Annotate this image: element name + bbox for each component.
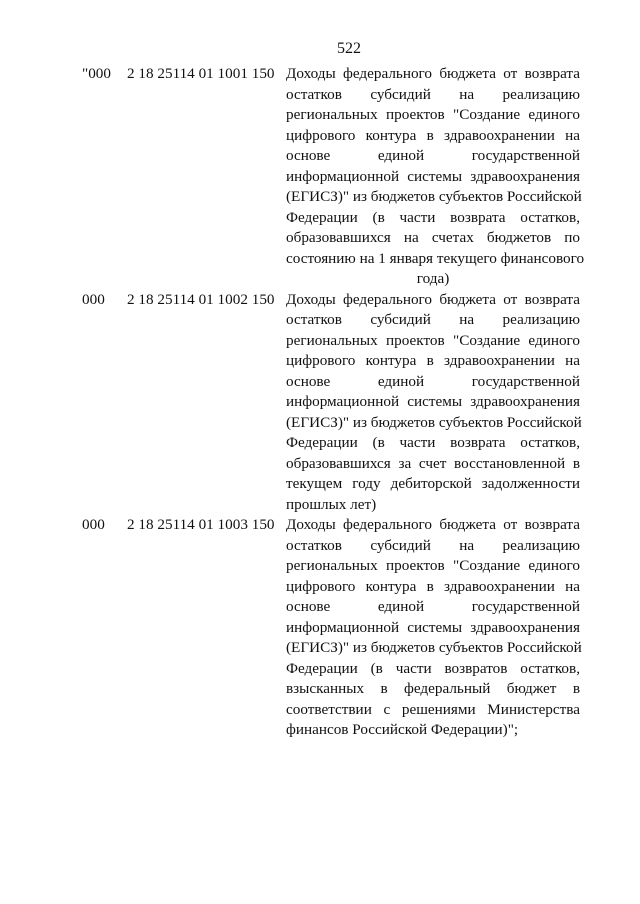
budget-classification-code: 2 18 25114 01 1001 150 bbox=[127, 65, 275, 82]
budget-code-list bbox=[82, 64, 585, 741]
description-line: взысканных в федеральный бюджет в bbox=[286, 680, 580, 697]
description-line: основе единой государственной bbox=[286, 147, 580, 164]
description-line: основе единой государственной bbox=[286, 598, 580, 615]
budget-classification-code: 2 18 25114 01 1003 150 bbox=[127, 516, 275, 533]
description-line: информационной системы здравоохранения bbox=[286, 618, 580, 636]
budget-entry-1 bbox=[82, 64, 585, 290]
description-line: информационной системы здравоохранения bbox=[286, 393, 580, 410]
description-line: (ЕГИСЗ)" из бюджетов субъектов Российской bbox=[286, 639, 582, 656]
description-line: соответствии с решениями Министерства bbox=[286, 700, 580, 718]
description-line: Федерации (в части возвратов остатков, bbox=[286, 659, 580, 677]
description-line: финансов Российской Федерации)"; bbox=[286, 721, 519, 738]
description-line: Доходы федерального бюджета от возврата bbox=[286, 65, 580, 82]
description-line: Доходы федерального бюджета от возврата bbox=[286, 516, 580, 533]
description-line: цифрового контура в здравоохранении на bbox=[286, 126, 580, 144]
description-line: прошлых лет) bbox=[286, 495, 377, 513]
description-line: остатков субсидий на реализацию bbox=[286, 85, 580, 103]
admin-code: 000 bbox=[82, 290, 105, 308]
entry-description bbox=[286, 515, 580, 741]
description-line: образовавшихся на счетах бюджетов по bbox=[286, 229, 580, 246]
admin-code: "000 bbox=[82, 65, 111, 82]
description-line: года) bbox=[416, 270, 450, 287]
description-line: остатков субсидий на реализацию bbox=[286, 311, 580, 328]
description-line: основе единой государственной bbox=[286, 372, 580, 390]
entry-description bbox=[286, 64, 585, 290]
description-line: образовавшихся за счет восстановленной в bbox=[286, 454, 580, 472]
description-line: региональных проектов "Создание единого bbox=[286, 331, 580, 349]
description-line: текущем году дебиторской задолженности bbox=[286, 475, 580, 492]
description-line: Доходы федерального бюджета от возврата bbox=[286, 290, 580, 308]
description-line: цифрового контура в здравоохранении на bbox=[286, 352, 580, 369]
description-line: информационной системы здравоохранения bbox=[286, 167, 580, 185]
description-line: цифрового контура в здравоохранении на bbox=[286, 577, 580, 595]
budget-entry-2 bbox=[82, 290, 580, 516]
budget-entry-3 bbox=[82, 515, 580, 741]
description-line: остатков субсидий на реализацию bbox=[286, 536, 580, 554]
description-line: региональных проектов "Создание единого bbox=[286, 106, 580, 123]
admin-code: 000 bbox=[82, 516, 105, 533]
budget-classification-code: 2 18 25114 01 1002 150 bbox=[127, 290, 275, 308]
description-line: (ЕГИСЗ)" из бюджетов субъектов Российской bbox=[286, 188, 582, 205]
page-number: 522 bbox=[337, 40, 361, 57]
description-line: (ЕГИСЗ)" из бюджетов субъектов Российской bbox=[286, 413, 582, 431]
description-line: состоянию на 1 января текущего финансового bbox=[286, 249, 585, 267]
description-line: региональных проектов "Создание единого bbox=[286, 557, 580, 574]
description-line: Федерации (в части возврата остатков, bbox=[286, 434, 580, 451]
description-line: Федерации (в части возврата остатков, bbox=[286, 208, 580, 226]
entry-description bbox=[286, 290, 580, 516]
